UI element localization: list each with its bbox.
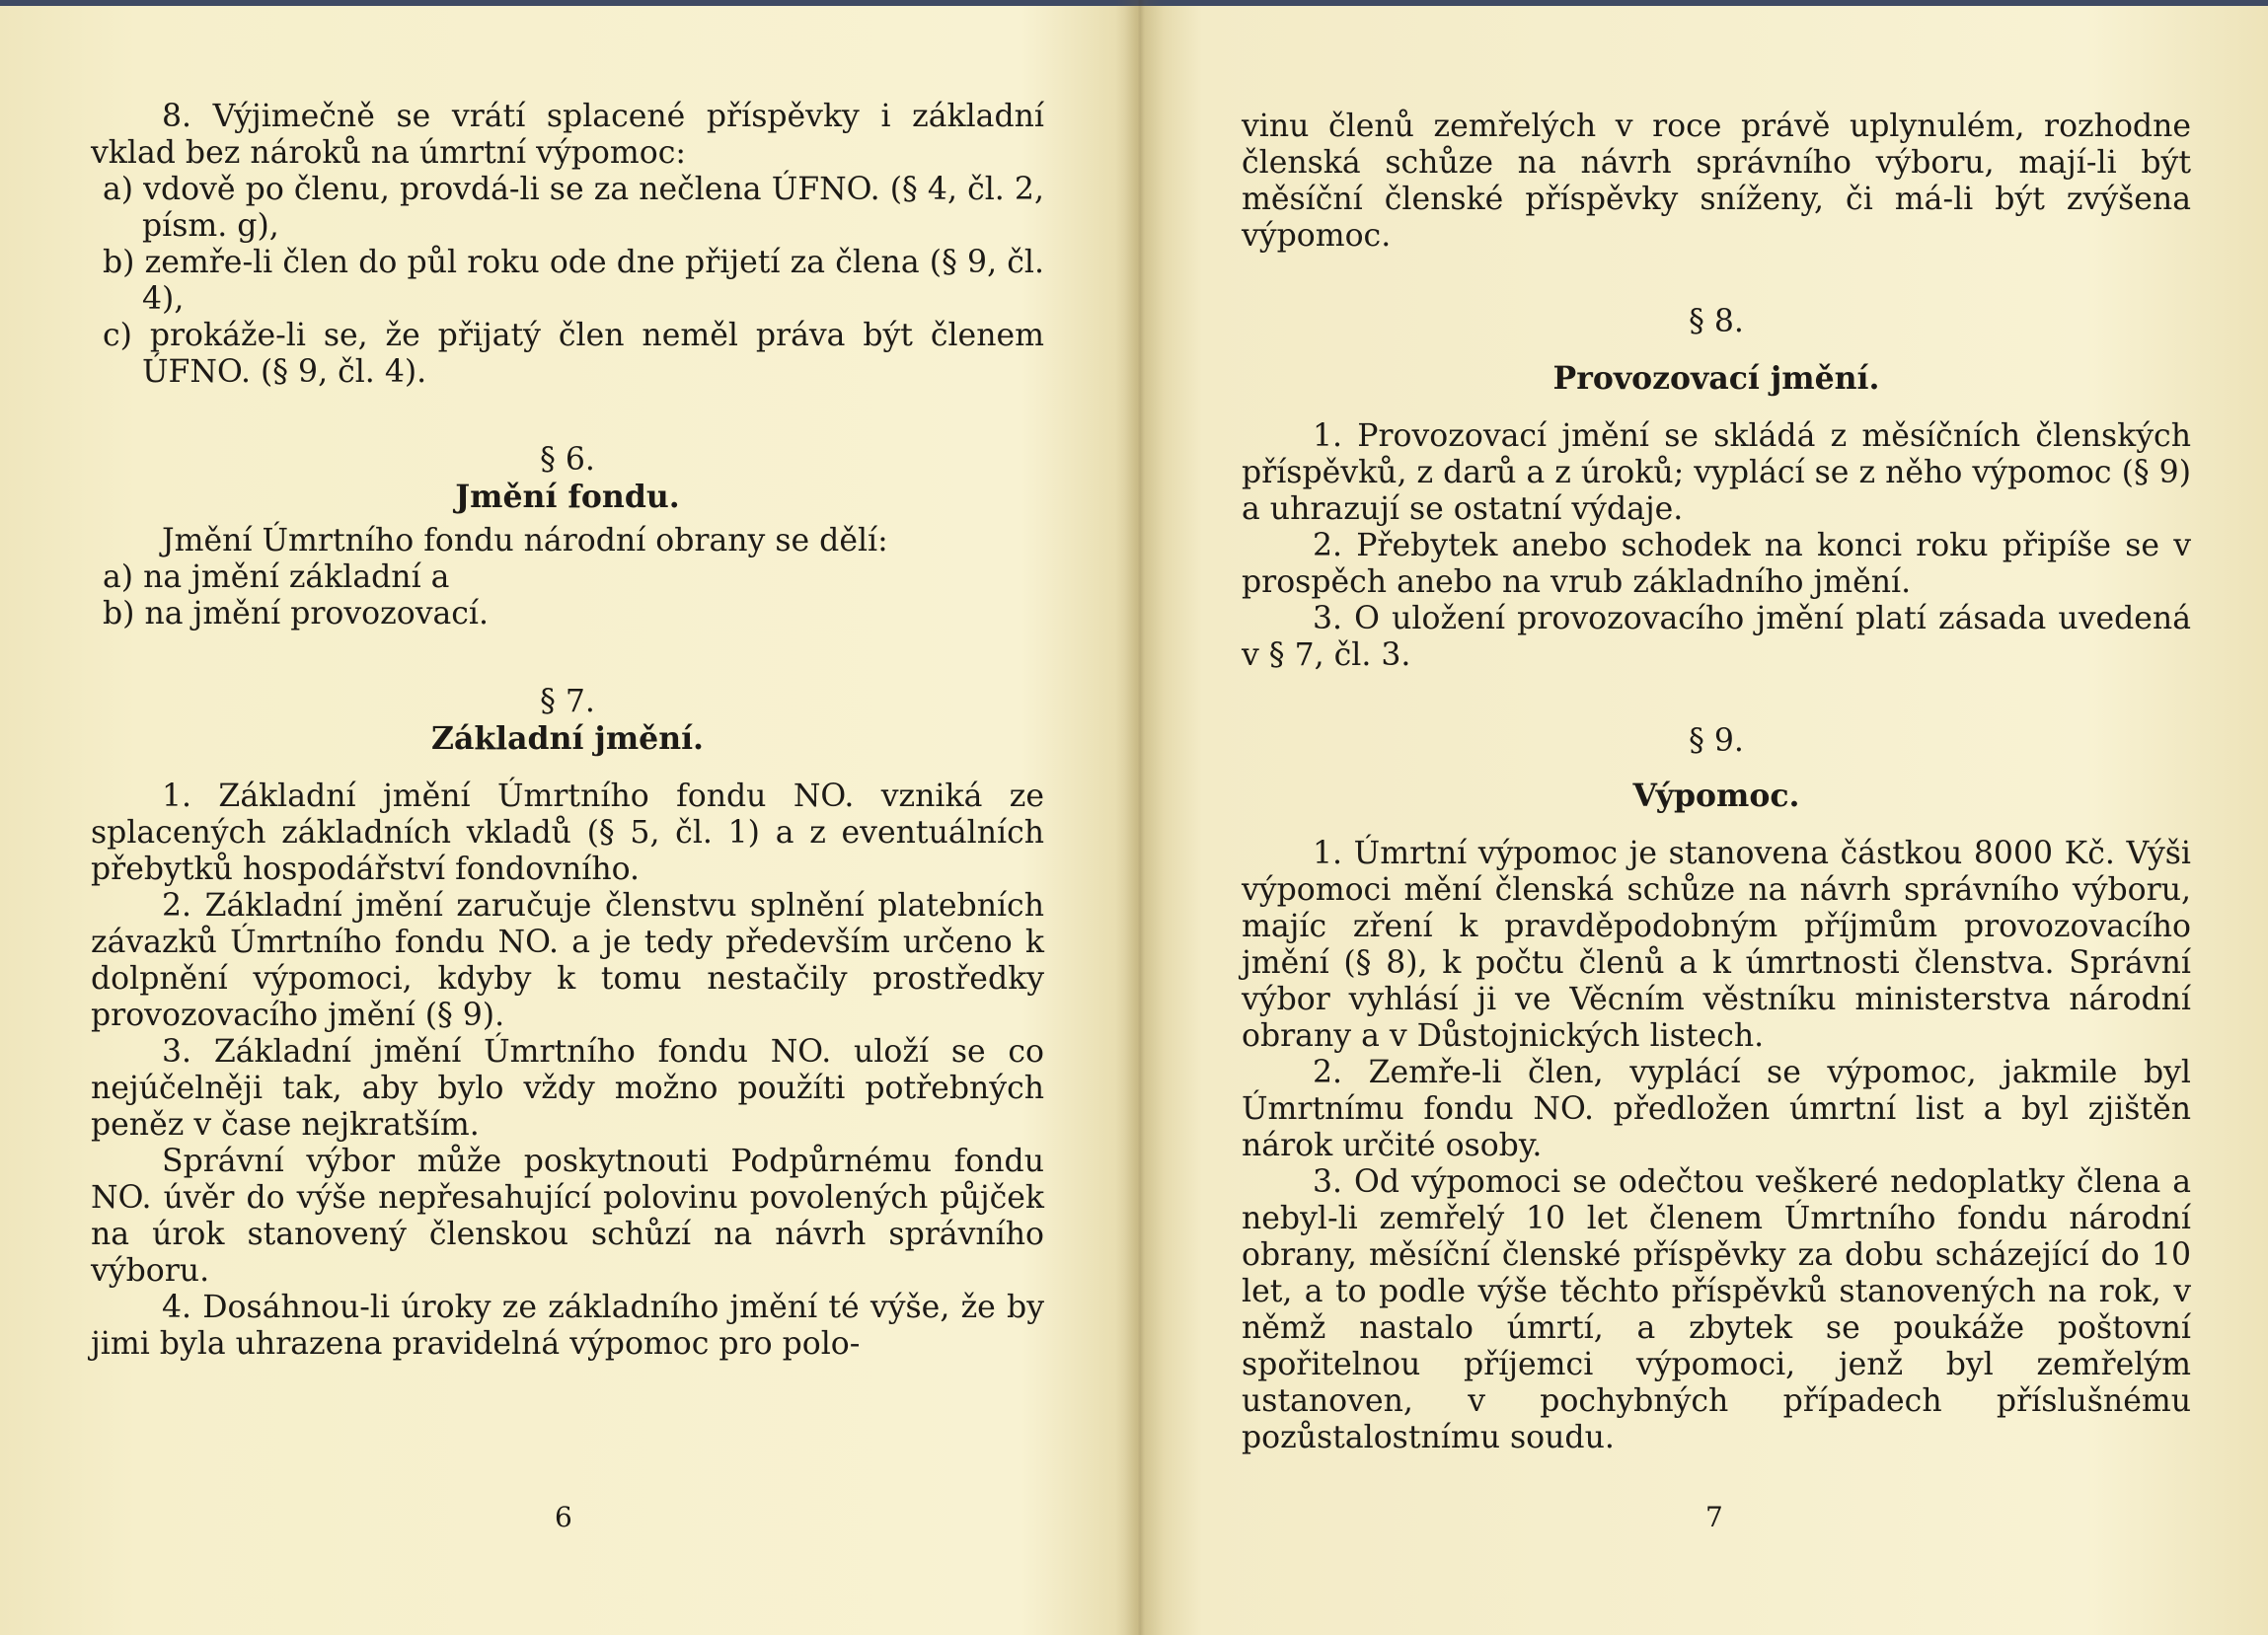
section-7-para-3: 3. Základní jmění Úmrtního fondu NO. uloží se co nejúčelněji tak, aby bylo vždy možno použíti potřebných peněz v čase nejkratším. [91, 1034, 1044, 1143]
section-9-para-1: 1. Úmrtní výpomoc je stanovena částkou 8000 Kč. Výši výpomoci mění členská schůze na návrh správního výboru, majíc zření k pravděpodobným příjmům provozovacího jmění (§ 8), k počtu členů a k úmrtnosti členstva. Správní výbor vyhlásí ji ve Věcním věstníku ministerstva národní obrany a v Důstojnických listech. [1242, 836, 2191, 1054]
section-6-item-b: b) na jmění provozovací. [103, 596, 490, 632]
section-8-para-2: 2. Přebytek anebo schodek na konci roku připíše se v prospěch anebo na vrub základního jmění. [1242, 528, 2191, 600]
section-6-title: Jmění fondu. [455, 479, 680, 515]
list-item-b: b) zemře-li člen do půl roku ode dne přijetí za člena (§ 9, čl. 4), [103, 245, 1044, 317]
section-9-title: Výpomoc. [1632, 778, 1800, 814]
page-number-right: 7 [1705, 1501, 1723, 1533]
right-page [1242, 109, 2191, 1456]
section-9-para-2: 2. Zemře-li člen, vyplácí se výpomoc, jakmile byl Úmrtnímu fondu NO. předložen úmrtní list a byl zjištěn nárok určité osoby. [1242, 1055, 2191, 1163]
section-7-para-2: 2. Základní jmění zaručuje členstvu splnění platebních závazků Úmrtního fondu NO. a je tedy především určeno k dolpnění výpomoci, kdyby k tomu nestačily prostředky provozovacího jmění (§ 9). [91, 888, 1044, 1033]
section-6-intro: Jmění Úmrtního fondu národní obrany se dělí: [162, 523, 888, 558]
section-7-title: Základní jmění. [430, 720, 705, 757]
section-7-para-1: 1. Základní jmění Úmrtního fondu NO. vzniká ze splacených základních vkladů (§ 5, čl. 1) a z eventuálních přebytků hospodářství fondovního. [91, 779, 1044, 887]
section-9-para-3: 3. Od výpomoci se odečtou veškeré nedoplatky člena a nebyl-li zemřelý 10 let členem Úmrtního fondu národní obrany, měsíční členské příspěvky za dobu scházející do 10 let, a to podle výše těchto příspěvků stanovených na rok, v němž nastalo úmrtí, a zbytek se poukáže poštovní spořitelnou příjemci výpomoci, jenž byl zemřelým ustanoven, v pochybných případech příslušnému pozůstalostnímu soudu. [1242, 1164, 2191, 1455]
section-6-item-a: a) na jmění základní a [103, 559, 450, 595]
page-number-left: 6 [555, 1501, 572, 1533]
continuation-paragraph: vinu členů zemřelých v roce právě uplynulém, rozhodne členská schůze na návrh správního výboru, mají-li být měsíční členské příspěvky sníženy, či má-li být zvýšena výpomoc. [1242, 109, 2191, 254]
list-item-a: a) vdově po členu, provdá-li se za nečlena ÚFNO. (§ 4, čl. 2, písm. g), [103, 172, 1044, 244]
left-page [91, 99, 1044, 1363]
gutter [1115, 0, 1165, 1635]
section-8-para-3: 3. O uložení provozovacího jmění platí zásada uvedená v § 7, čl. 3. [1242, 601, 2191, 673]
section-7-para-4: 4. Dosáhnou-li úroky ze základního jmění té výše, že by jimi byla uhrazena pravidelná výpomoc pro polo- [91, 1290, 1044, 1362]
paragraph-8-intro: 8. Výjimečně se vrátí splacené příspěvky i základní vklad bez nároků na úmrtní výpomoc: [91, 99, 1044, 171]
list-item-c: c) prokáže-li se, že přijatý člen neměl práva být členem ÚFNO. (§ 9, čl. 4). [103, 318, 1044, 390]
section-7-symbol: § 7. [540, 684, 595, 719]
section-9-symbol: § 9. [1689, 723, 1744, 759]
section-7-para-3b: Správní výbor může poskytnouti Podpůrnému fondu NO. úvěr do výše nepřesahující polovinu povolených půjček na úrok stanovený členskou schůzí na návrh správního výboru. [91, 1144, 1044, 1289]
section-6-symbol: § 6. [540, 442, 595, 478]
section-8-title: Provozovací jmění. [1552, 360, 1880, 397]
section-8-symbol: § 8. [1689, 304, 1744, 339]
section-8-para-1: 1. Provozovací jmění se skládá z měsíčních členských příspěvků, z darů a z úroků; vyplácí se z něho výpomoc (§ 9) a uhrazují se ostatní výdaje. [1242, 418, 2191, 527]
